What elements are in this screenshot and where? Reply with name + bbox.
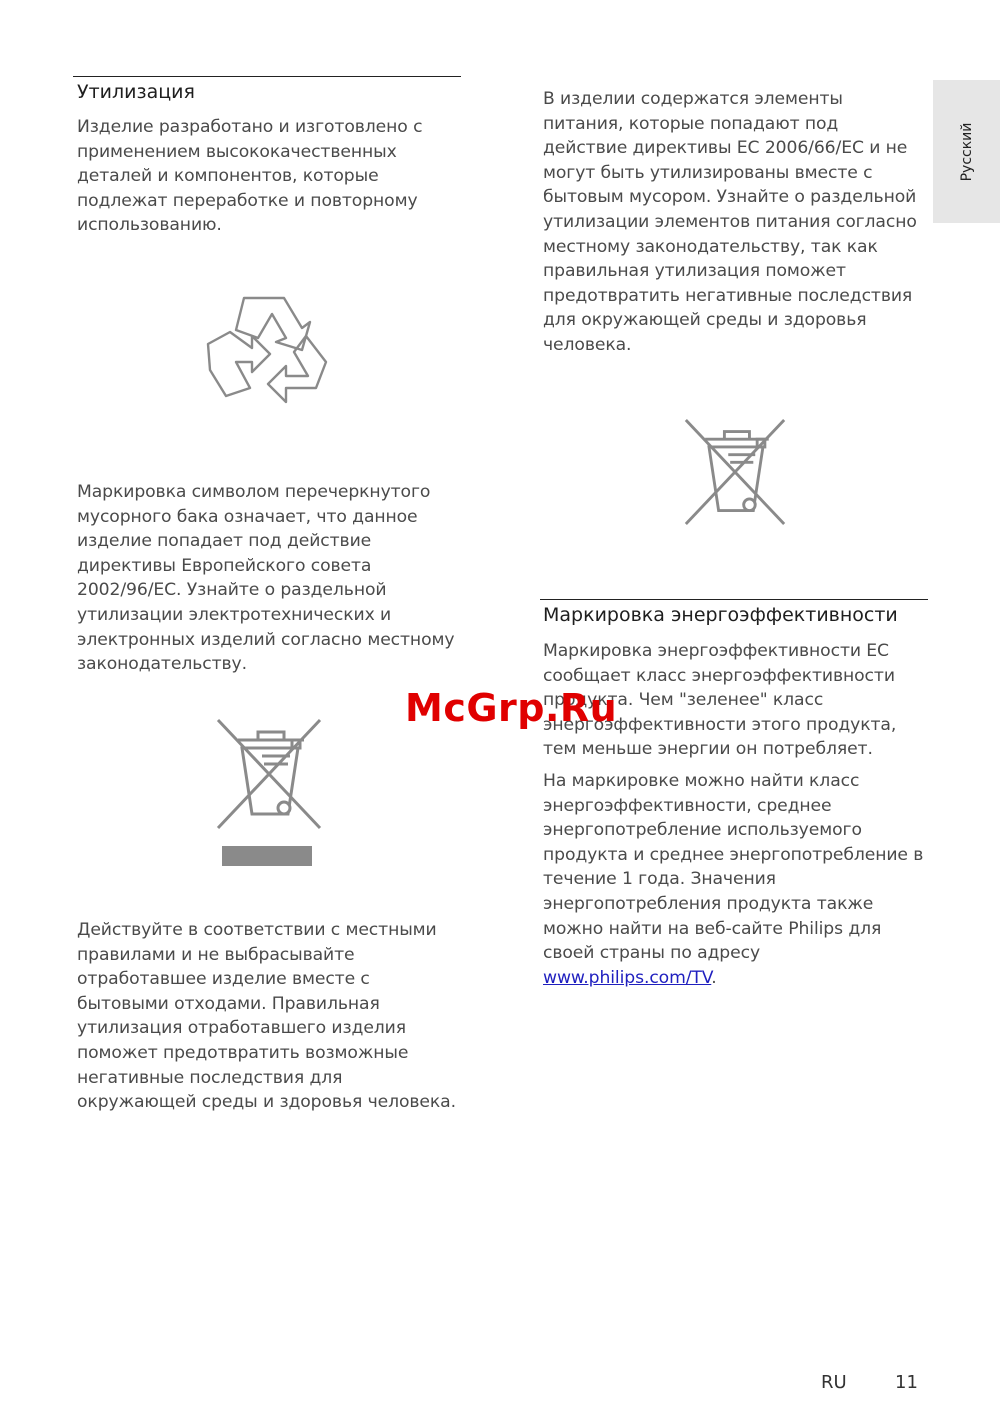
philips-tv-link[interactable]: www.philips.com/TV bbox=[543, 967, 712, 988]
energy-consumption-text: На маркировке можно найти класс энергоэффективности, среднее энергопотребление используемого продукта и среднее энергопотребление в течение 1 года. Значения энергопотребления продукта также можно найти на веб-сайте Philips для своей страны по адресу bbox=[543, 771, 924, 964]
paragraph-energy-consumption bbox=[543, 769, 928, 990]
section-divider-energy bbox=[540, 599, 928, 600]
language-tab-label: Русский bbox=[958, 122, 975, 181]
paragraph-batteries: В изделии содержатся элементы питания, которые попадают под действие директивы ЕС 2006/66/EC и не могут быть утилизированы вместе с бытовым мусором. Узнайте о раздельной утилизации элементов питания согласно местному законодательству, так как правильная утилизация поможет предотвратить негативные последствия для окружающей среды и здоровья человека. bbox=[543, 89, 917, 355]
crossed-bin-with-bar-icon bbox=[214, 716, 324, 870]
watermark: McGrp.Ru bbox=[405, 686, 618, 730]
section-divider-disposal bbox=[73, 76, 461, 77]
page-number: 11 bbox=[895, 1372, 918, 1393]
heading-energy-label: Маркировка энергоэффективности bbox=[543, 604, 898, 626]
language-tab bbox=[933, 80, 1000, 223]
recycle-icon bbox=[206, 292, 330, 416]
paragraph-recycling: Изделие разработано и изготовлено с применением высококачественных деталей и компонентов, которые подлежат переработке и повторному использованию. bbox=[77, 117, 423, 236]
paragraph-weee-directive: Маркировка символом перечеркнутого мусорного бака означает, что данное изделие попадает под действие директивы Европейского совета 2002/96/EC. Узнайте о раздельной утилизации электротехнических и электронных изделий согласно местному законодательству. bbox=[77, 482, 455, 675]
crossed-bin-icon bbox=[682, 416, 788, 528]
paragraph-local-rules: Действуйте в соответствии с местными правилами и не выбрасывайте отработавшее изделие вместе с бытовыми отходами. Правильная утилизация отработавшего изделия поможет предотвратить возможные негативные последствия для окружающей среды и здоровья человека. bbox=[77, 920, 456, 1113]
footer-language-code: RU bbox=[821, 1372, 847, 1393]
heading-disposal: Утилизация bbox=[77, 81, 195, 103]
sentence-end: . bbox=[711, 967, 717, 988]
paragraph-energy-label: Маркировка энергоэффективности ЕС сообщает класс энергоэффективности продукта. Чем "зеленее" класс энергоэффективности этого продукта, тем меньше энергии он потребляет. bbox=[543, 641, 897, 760]
